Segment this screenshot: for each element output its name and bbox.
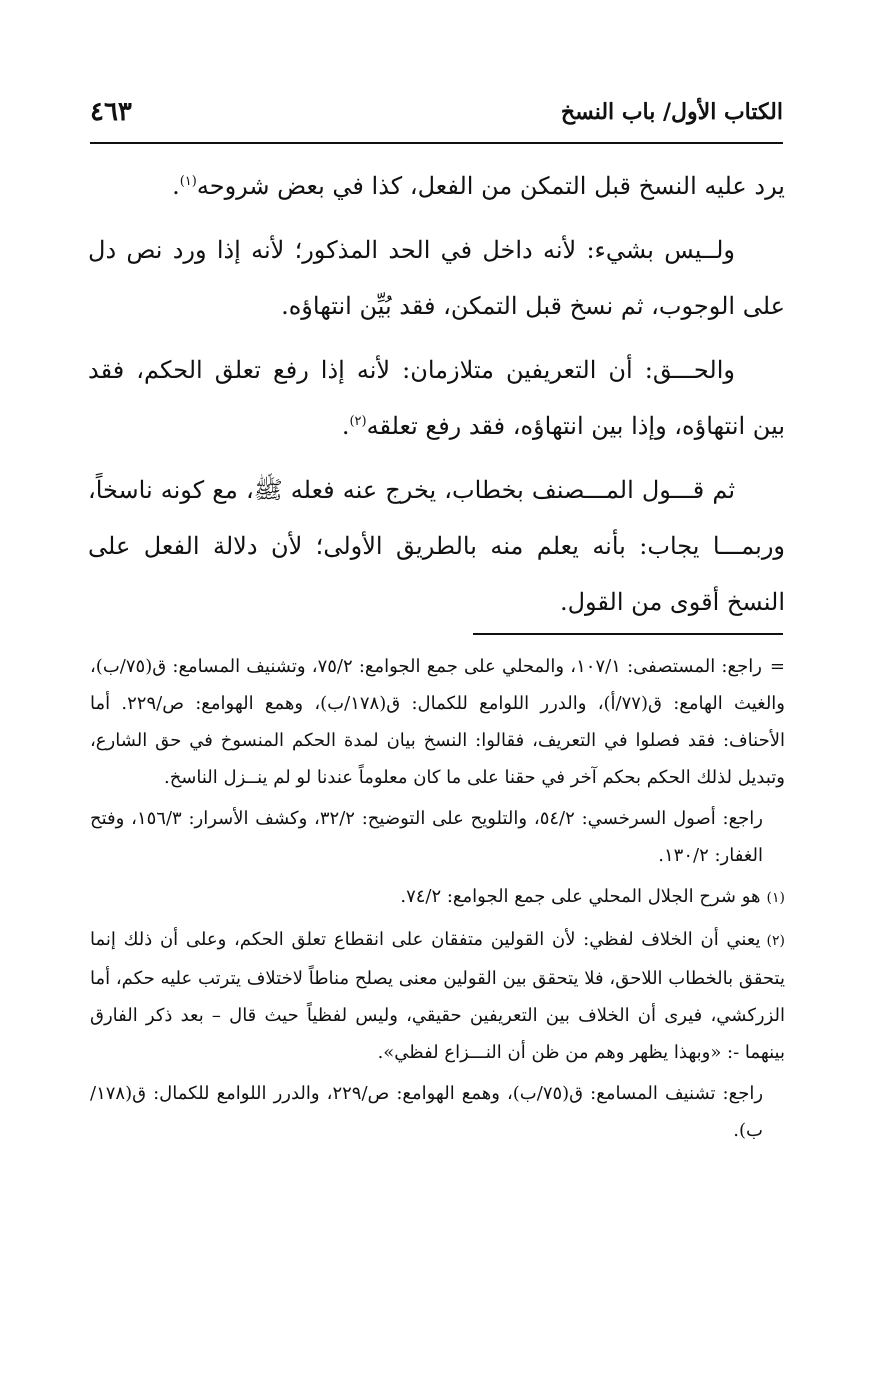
paragraph-1-text: يرد عليه النسخ قبل التمكن من الفعل، كذا في بعض شروحه bbox=[196, 172, 785, 200]
page-number: ٤٦٣ bbox=[90, 97, 132, 127]
continuation-mark: = bbox=[769, 656, 785, 677]
paragraph-1-end: . bbox=[172, 172, 180, 200]
header-rule bbox=[90, 142, 783, 144]
footnote-2-number: (٢) bbox=[766, 933, 785, 949]
footnote-continuation-1 bbox=[90, 648, 785, 796]
footnote-1 bbox=[90, 878, 785, 917]
footnote-separator bbox=[473, 633, 783, 635]
paragraph-4: ثم قـــول المـــصنف بخطاب، يخرج عنه فعله ﷺ، مع كونه ناسخاً، وربمـــا يجاب: بأنه يعلم منه بالطريق الأولى؛ لأن دلالة الفعل على النسخ أقوى من القول. bbox=[88, 476, 785, 616]
footnotes bbox=[90, 648, 785, 1153]
footnote-2-text: يعني أن الخلاف لفظي: لأن القولين متفقان على انقطاع تعلق الحكم، وعلى أن ذلك إنما يتحقق بالخطاب اللاحق، فلا يتحقق بين القولين معنى يصلح مناطاً لاختلاف يترتب عليه حكم، أما الزركشي، فيرى أن الخلاف بين التعريفين حقيقي، وليس لفظياً حيث قال – بعد ذكر الفارق بينهما -: «وبهذا يظهر وهم من ظن أن النـــزاع لفظي». bbox=[90, 929, 785, 1063]
paragraph-2: ولــيس بشيء: لأنه داخل في الحد المذكور؛ لأنه إذا ورد نص دل على الوجوب، ثم نسخ قبل التمكن، فقد بُيِّن انتهاؤه. bbox=[88, 236, 785, 320]
footnote-ref-2: (٢) bbox=[349, 414, 367, 429]
footnote-1-text: هو شرح الجلال المحلي على جمع الجوامع: ٧٤/٢. bbox=[400, 886, 761, 907]
footnote-ref-1: (١) bbox=[179, 174, 197, 189]
footnote-2-references: راجع: تشنيف المسامع: ق(٧٥/ب)، وهمع الهوامع: ص/٢٢٩، والدرر اللوامع للكمال: ق(١٧٨/ب). bbox=[90, 1083, 764, 1141]
paragraph-3-end: . bbox=[341, 412, 350, 440]
footnote-continuation-2: راجع: أصول السرخسي: ٥٤/٢، والتلويح على التوضيح: ٣٢/٢، وكشف الأسرار: ١٥٦/٣، وفتح الغفار: ١٣٠/٢. bbox=[90, 808, 763, 866]
footnote-continuation-1-text: راجع: المستصفى: ١٠٧/١، والمحلي على جمع الجوامع: ٧٥/٢، وتشنيف المسامع: ق(٧٥/ب)، والغيث الهامع: ق(٧٧/أ)، والدرر اللوامع للكمال: ق(١٧٨/ب)، وهمع الهوامع: ص/٢٢٩. أما الأحناف: فقد فصلوا في التعريف، فقالوا: النسخ بيان لمدة الحكم المنسوخ في حق الشارع، وتبديل لذلك الحكم بحكم آخر في حقنا على ما كان معلوماً عندنا لو لم ينــزل الناسخ. bbox=[90, 656, 785, 788]
paragraph-3 bbox=[88, 342, 785, 454]
footnote-2 bbox=[90, 921, 785, 1071]
page-header bbox=[90, 92, 783, 132]
paragraph-3-text: والحـــق: أن التعريفين متلازمان: لأنه إذا رفع تعلق الحكم، فقد بين انتهاؤه، وإذا بين انتهاؤه، فقد رفع تعلقه bbox=[88, 356, 785, 440]
footnote-1-number: (١) bbox=[766, 890, 785, 906]
paragraph-1 bbox=[88, 158, 785, 214]
main-text bbox=[88, 158, 785, 638]
running-title: الكتاب الأول/ باب النسخ bbox=[560, 99, 783, 125]
